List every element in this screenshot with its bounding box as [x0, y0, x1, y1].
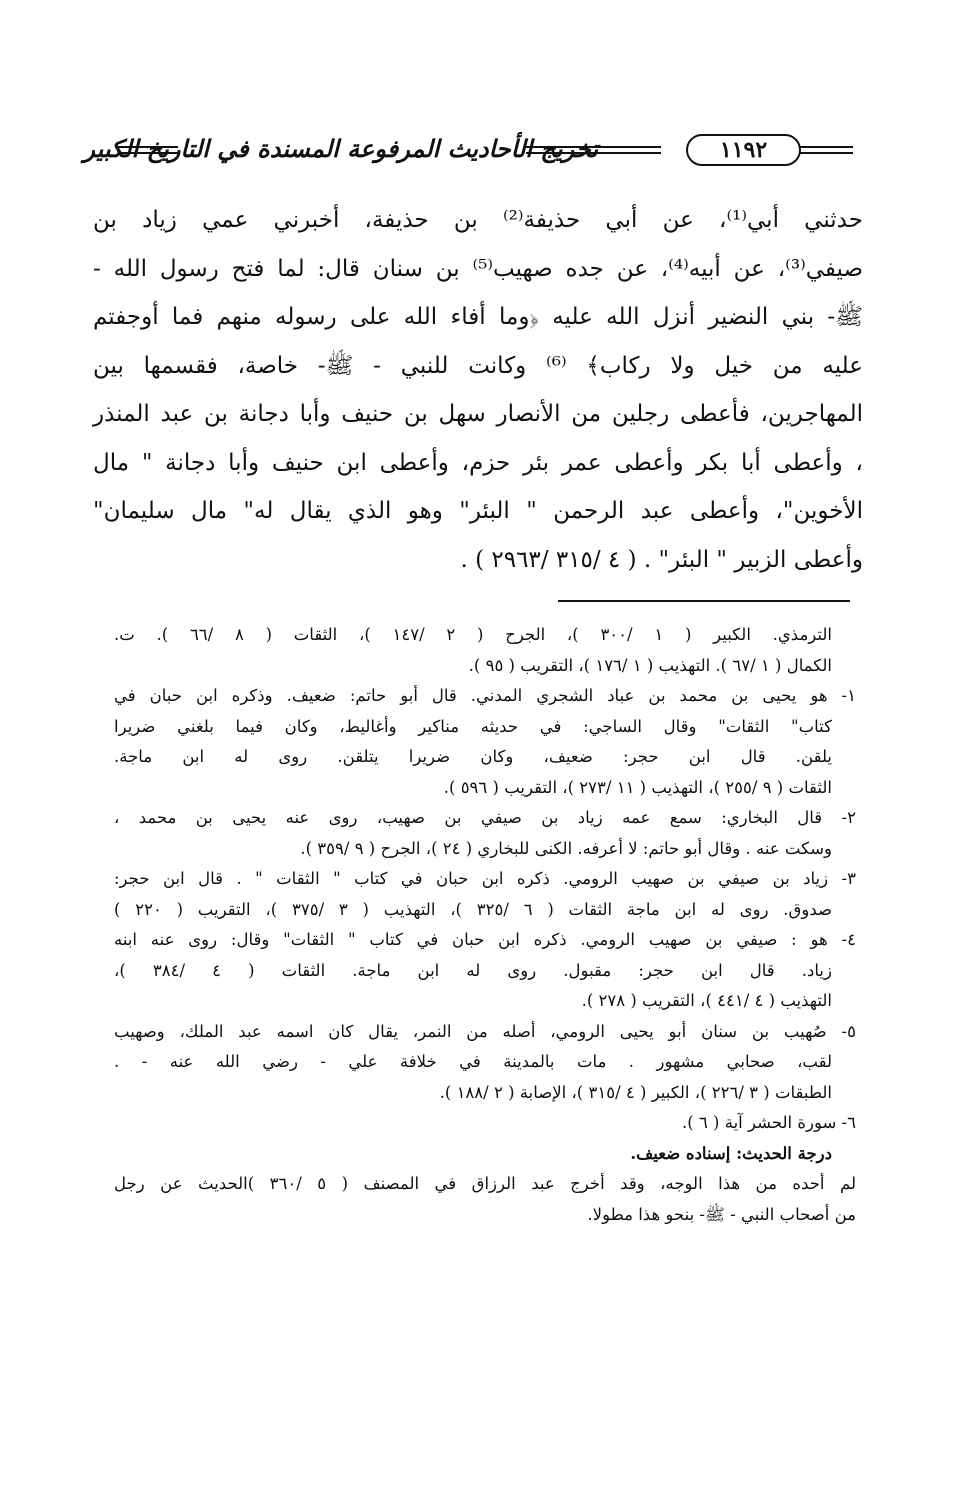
footnote-line: ٥- صُهيب بن سنان أبو يحيى الرومي، أصله من النمر، يقال كان اسمه عبد الملك، وصهيب	[114, 1021, 856, 1041]
footnote-line: كتاب" الثقات" وقال الساجي: في حديثه مناكير وأغاليط، وكان فيما بلغني ضريرا	[114, 716, 832, 736]
header-rule-right	[798, 146, 853, 148]
footnote-line: الكمال ( ١ /٦٧ ). التهذيب ( ١ /١٧٦ )، التقريب ( ٩٥ ).	[468, 655, 832, 675]
footnote-separator	[558, 600, 850, 602]
hadith-grade: درجة الحديث: إسناده ضعيف.	[630, 1143, 832, 1163]
footnote-line: ٤- هو : صيفي بن صهيب الرومي. ذكره ابن حبان في كتاب " الثقات" وقال: روى عنه ابنه	[114, 930, 856, 949]
footnote-line: لم أحده من هذا الوجه، وقد أخرج عبد الرزاق في المصنف ( ٥ /٣٦٠ )الحديث عن رجل	[114, 1174, 856, 1193]
footnote-line: التهذيب ( ٤ /٤٤١ )، التقريب ( ٢٧٨ ).	[581, 991, 832, 1010]
footnote-line: ١- هو يحيى بن محمد بن عباد الشجري المدني. قال أبو حاتم: ضعيف. وذكره ابن حبان في	[114, 686, 856, 705]
footnotes	[114, 620, 856, 1230]
footnote-line: ٣- زياد بن صيفي بن صهيب الرومي. ذكره ابن حبان في كتاب " الثقات " . قال ابن حجر:	[114, 869, 856, 888]
footnote-line: الثقات ( ٩ /٢٥٥ )، التهذيب ( ١١ /٢٧٣ )، التقريب ( ٥٩٦ ).	[443, 777, 832, 797]
footnote-line: لقب، صحابي مشهور . مات بالمدينة في خلافة علي - رضي الله عنه - .	[114, 1052, 832, 1071]
text-line: ، وأعطى أبا بكر وأعطى عمر بئر حزم، وأعطى ابن حنيف وأبا دجانة " مال	[93, 449, 863, 476]
page-header	[83, 132, 853, 176]
text-line: المهاجرين، فأعطى رجلين من الأنصار سهل بن حنيف وأبا دجانة بن عبد المنذر	[93, 401, 863, 427]
text-line: حدثني أبي⁽¹⁾، عن أبي حذيفة⁽²⁾ بن حذيفة، أخبرني عمي زياد بن	[93, 207, 863, 233]
footnote-line: الطبقات ( ٣ /٢٢٦ )، الكبير ( ٤ /٣١٥ )، الإصابة ( ٢ /١٨٨ ).	[439, 1082, 832, 1102]
hadith-text	[93, 196, 863, 584]
footnote-line: من أصحاب النبي - ﷺ- بنحو هذا مطولا.	[587, 1204, 856, 1224]
footnote-line: زياد. قال ابن حجر: مقبول. روى له ابن ماجة. الثقات ( ٤ /٣٨٤ )،	[114, 960, 832, 980]
footnote-line: ٢- قال البخاري: سمع عمه زياد بن صيفي بن صهيب، روى عنه يحيى بن محمد ،	[114, 808, 856, 827]
page-number: ١١٩٢	[686, 134, 801, 166]
header-rule-right-2	[798, 152, 853, 154]
footnote-line: وسكت عنه . وقال أبو حاتم: لا أعرفه. الكنى للبخاري ( ٢٤ )، الجرح ( ٩ /٣٥٩ ).	[300, 838, 832, 858]
text-line: عليه من خيل ولا ركاب﴾ ⁽⁶⁾ وكانت للنبي - ﷺ- خاصة، فقسمها بين	[93, 352, 864, 379]
footnote-line: يلقن. قال ابن حجر: ضعيف، وكان ضريرا يتلقن. روى له ابن ماجة.	[114, 747, 832, 766]
footnote-line: الترمذي. الكبير ( ١ /٣٠٠ )، الجرح ( ٢ /١٤٧ )، الثقات ( ٨ /٦٦ ). ت.	[114, 625, 832, 644]
text-line: صيفي⁽³⁾، عن أبيه⁽⁴⁾، عن جده صهيب⁽⁵⁾ بن سنان قال: لما فتح رسول الله -	[93, 255, 863, 282]
footnote-line: ٦- سورة الحشر آية ( ٦ ).	[682, 1113, 856, 1132]
footnote-line: صدوق. روى له ابن ماجة الثقات ( ٦ /٣٢٥ )، التهذيب ( ٣ /٣٧٥ )، التقريب ( ٢٢٠ )	[114, 899, 832, 919]
text-line: وأعطى الزبير " البئر" . ( ٤ /٣١٥ /٢٩٦٣ ) .	[460, 546, 863, 573]
text-line: الأخوين"، وأعطى عبد الرحمن " البئر" وهو الذي يقال له" مال سليمان"	[93, 498, 863, 524]
book-title: تخريج الأحاديث المرفوعة المسندة في التاريخ الكبير	[83, 134, 598, 163]
text-line: ﷺ- بني النضير أنزل الله عليه ﴿وما أفاء الله على رسوله منهم فما أوجفتم	[93, 304, 863, 330]
